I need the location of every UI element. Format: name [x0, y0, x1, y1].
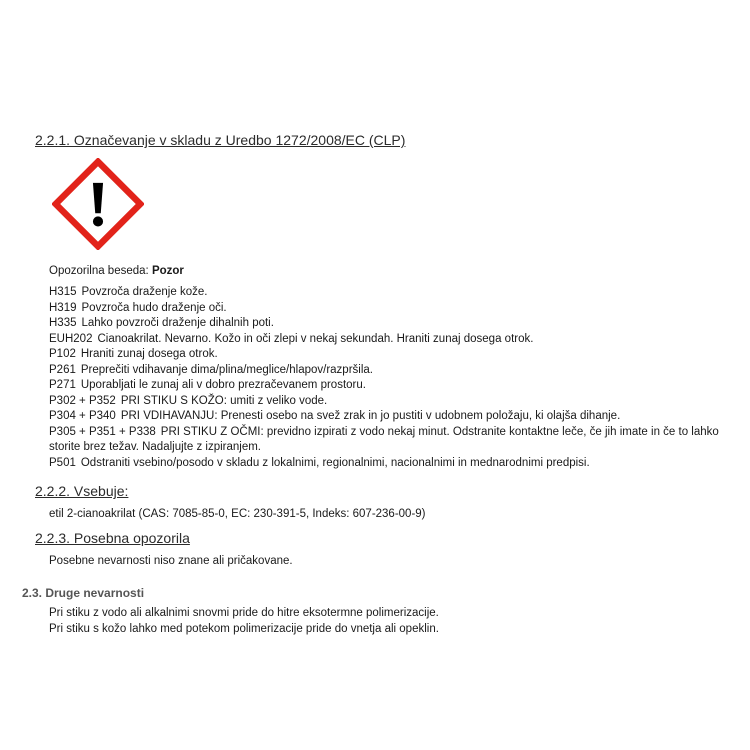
signal-word-label: Opozorilna beseda:: [49, 265, 149, 277]
section-23-line-1: Pri stiku z vodo ali alkalnimi snovmi pride do hitre eksotermne polimerizacije.: [49, 607, 439, 619]
statement-p102: P102 Hraniti zunaj dosega otrok.: [49, 348, 218, 360]
section-223-text: Posebne nevarnosti niso znane ali pričakovane.: [49, 555, 293, 567]
statement-p501: P501 Odstraniti vsebino/posodo v skladu z lokalnimi, regionalnimi, nacionalnimi in mednarodnimi predpisi.: [49, 456, 590, 469]
statement-p271: P271 Uporabljati le zunaj ali v dobro prezračevanem prostoru.: [49, 379, 366, 391]
statement-h315: H315 Povzroča draženje kože.: [49, 286, 208, 298]
section-223-heading: 2.2.3. Posebna opozorila: [35, 530, 190, 546]
statement-p261: P261 Preprečiti vdihavanje dima/plina/meglice/hlapov/razpršila.: [49, 363, 373, 376]
ghs-exclamation-mark-icon: [52, 158, 144, 250]
statement-h335: H335 Lahko povzroči draženje dihalnih poti.: [49, 317, 274, 329]
statement-p305-p351-p338: P305 + P351 + P338 PRI STIKU Z OČMI: previdno izpirati z vodo nekaj minut. Odstranite kontaktne leče, če jih imate in če to lahko storite brez težav. Nadaljujte z izpiranjem.: [49, 425, 719, 453]
section-222-text: etil 2-cianoakrilat (CAS: 7085-85-0, EC: 230-391-5, Indeks: 607-236-00-9): [49, 508, 426, 520]
hazard-precautionary-statements: [49, 285, 739, 471]
section-221-heading: 2.2.1. Označevanje v skladu z Uredbo 1272/2008/EC (CLP): [35, 132, 406, 148]
statement-h319: H319 Povzroča hudo draženje oči.: [49, 301, 227, 314]
signal-word-value: Pozor: [151, 265, 184, 277]
statement-p304-p340: P304 + P340 PRI VDIHAVANJU: Prenesti osebo na svež zrak in jo pustiti v udobnem položaju, ki olajša dihanje.: [49, 410, 621, 422]
section-23-heading: 2.3. Druge nevarnosti: [22, 586, 145, 600]
statement-euh202: EUH202 Cianoakrilat. Nevarno. Kožo in oči zlepi v nekaj sekundah. Hraniti zunaj dosega otrok.: [49, 332, 534, 345]
section-23-line-2: Pri stiku s kožo lahko med potekom polimerizacije pride do vnetja ali opeklin.: [49, 623, 439, 635]
section-222-heading: 2.2.2. Vsebuje:: [35, 483, 129, 499]
signal-word: [49, 265, 184, 277]
statement-p302-p352: P302 + P352 PRI STIKU S KOŽO: umiti z veliko vode.: [49, 394, 328, 407]
